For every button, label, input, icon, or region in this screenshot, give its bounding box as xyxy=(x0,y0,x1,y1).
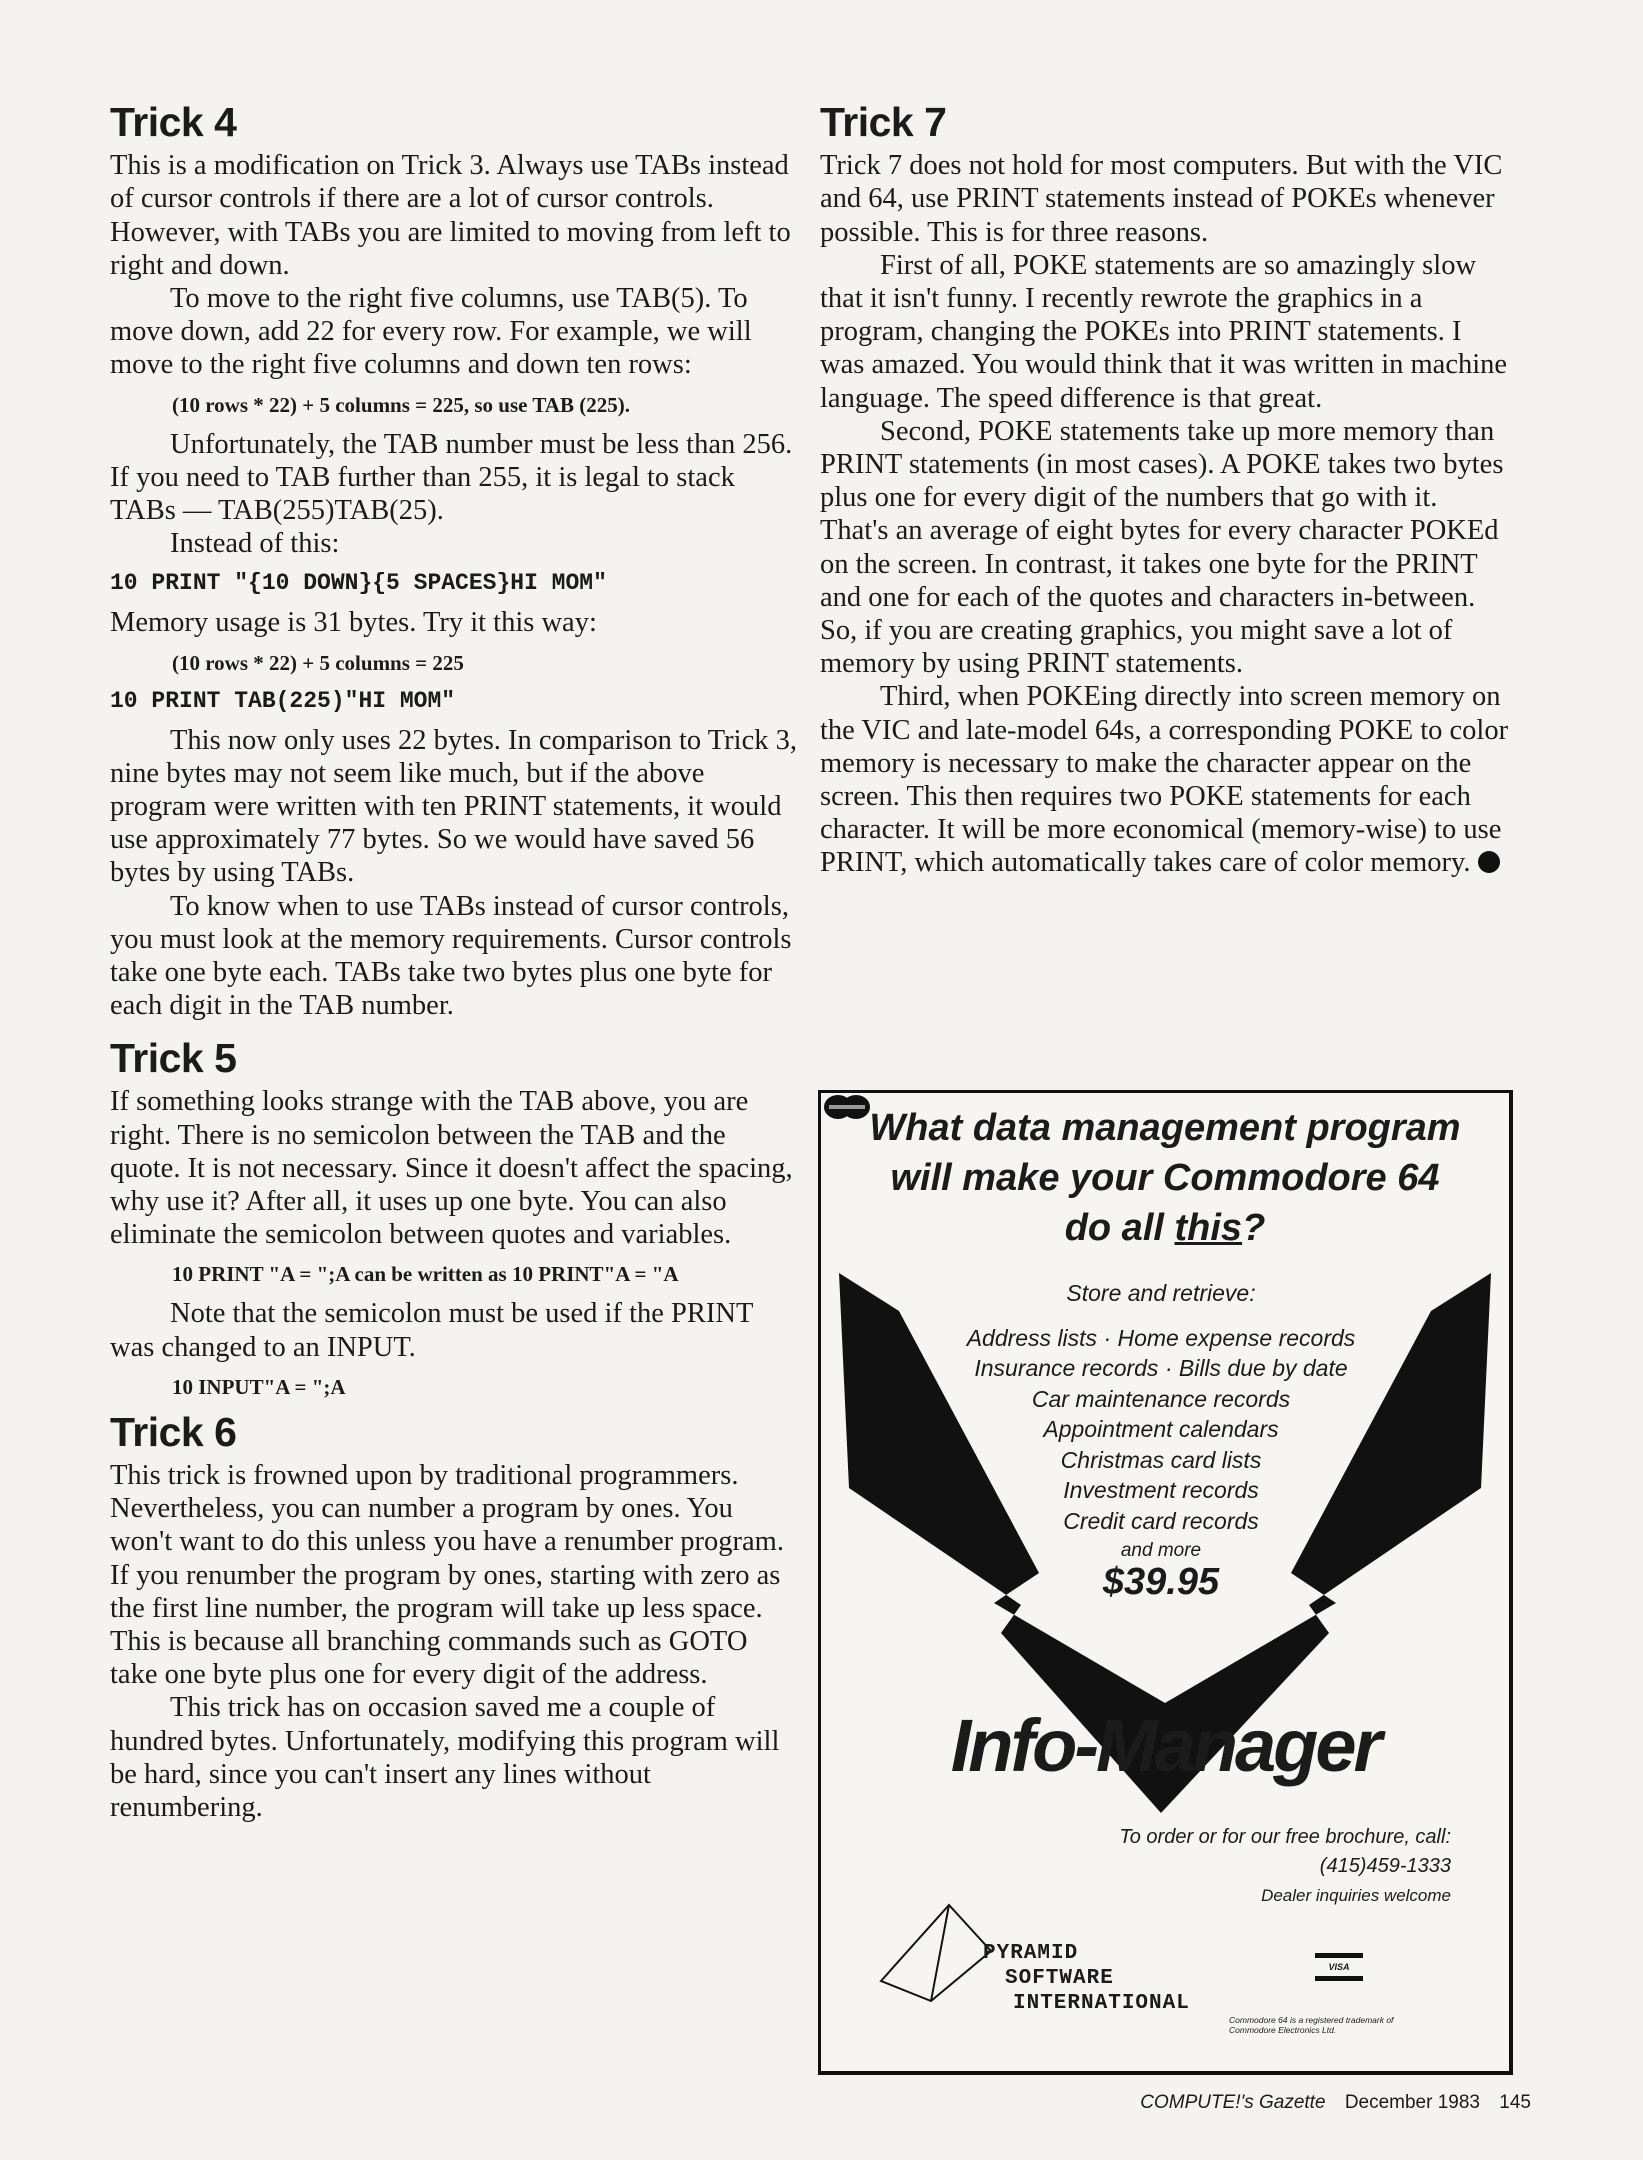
visa-card-icon: VISA xyxy=(1315,1953,1363,1981)
issue-date: December 1983 xyxy=(1344,2092,1481,2113)
and-more-label: and more xyxy=(1120,1540,1202,1561)
ad-headline-3a: do all xyxy=(1064,1207,1175,1249)
trick4-formula-1: (10 rows * 22) + 5 columns = 225, so use TAB (225). xyxy=(172,392,630,417)
feature-item: Address lists · Home expense records xyxy=(966,1324,1356,1351)
ad-headline-line-3 xyxy=(821,1203,1509,1253)
company-name-3: INTERNATIONAL xyxy=(1013,1992,1190,2015)
trick4-paragraph-3: Unfortunately, the TAB number must be less than 256. If you need to TAB further than 255, it is legal to stack TABs — TAB(255)TAB(25). xyxy=(110,428,793,526)
mastercard-icon xyxy=(821,1093,873,1121)
ad-headline-3b: this xyxy=(1174,1207,1243,1249)
trick5-paragraph-2: Note that the semicolon must be used if the PRINT was changed to an INPUT. xyxy=(110,1298,753,1363)
trick7-paragraph-3: Second, POKE statements take up more memory than PRINT statements (in most cases). A POKE takes two bytes plus one for every digit of the numbers that go with it. That's an average of eight bytes for every character POKEd on the screen. In contrast, it takes one byte for the PRINT and one for each of the quotes and characters in-between. So, if you are creating graphics, you might save a lot of memory by using PRINT statements. xyxy=(820,415,1504,680)
end-mark-icon xyxy=(1478,851,1500,873)
right-column xyxy=(820,100,1510,880)
left-column xyxy=(110,100,800,1824)
trick4-paragraph-5: Memory usage is 31 bytes. Try it this way: xyxy=(110,607,597,639)
trick4-heading: Trick 4 xyxy=(110,99,237,145)
trick7-paragraph-2: First of all, POKE statements are so amazingly slow that it isn't funny. I recently rewrote the graphics in a program, changing the POKEs into PRINT statements. I was amazed. You would think that it was written in machine language. The speed difference is that great. xyxy=(820,249,1508,414)
feature-item: Investment records xyxy=(1063,1477,1259,1503)
trick4-code-2: 10 PRINT TAB(225)"HI MOM" xyxy=(110,687,456,714)
trick5-heading: Trick 5 xyxy=(110,1035,237,1082)
feature-item: Christmas card lists xyxy=(1060,1446,1262,1473)
page-number: 145 xyxy=(1499,2092,1531,2113)
feature-item: Car maintenance records xyxy=(1031,1385,1291,1412)
company-logo xyxy=(983,1941,1190,2016)
phone-number: (415)459-1333 xyxy=(1319,1855,1451,1877)
trick7-paragraph-4-text: Third, when POKEing directly into screen memory on the VIC and late-model 64s, a corresponding POKE to color memory is necessary to make the character appear on the screen. This then requires two POKE statements for each character. It will be more economical (memory-wise) to use PRINT, which automatically takes care of color memory. xyxy=(820,681,1509,879)
trademark-line-1: Commodore 64 is a registered trademark of xyxy=(1229,2015,1394,2025)
ad-headline-line-1: What data management program xyxy=(869,1107,1461,1149)
trick4-paragraph-6: This now only uses 22 bytes. In comparison to Trick 3, nine bytes may not seem like much, but if the above program were written with ten PRINT statements, it would use approximately 77 bytes. So we would have saved 56 bytes by using TABs. xyxy=(110,724,797,889)
price: $39.95 xyxy=(1102,1561,1220,1603)
feature-item: Insurance records · Bills due by date xyxy=(974,1355,1348,1381)
trick4-paragraph-4: Instead of this: xyxy=(170,528,340,560)
feature-item: Credit card records xyxy=(1063,1507,1259,1534)
trick5-code-2: 10 INPUT"A = ";A xyxy=(172,1374,346,1399)
trick4-paragraph-7: To know when to use TABs instead of cursor controls, you must look at the memory requirements. Cursor controls take one byte each. TABs take two bytes plus one byte for each digit in the TAB number. xyxy=(110,890,792,1022)
trademark-note xyxy=(1229,2015,1429,2035)
trick7-paragraph-4 xyxy=(820,680,1510,879)
trick5-paragraph-1: If something looks strange with the TAB above, you are right. There is no semicolon between the TAB and the quote. It is not necessary. Since it doesn't affect the spacing, why use it? After all, it uses up one byte. You can also eliminate the semicolon between quotes and variables. xyxy=(110,1086,793,1251)
trick4-code-1: 10 PRINT "{10 DOWN}{5 SPACES}HI MOM" xyxy=(110,570,607,597)
company-name-2: SOFTWARE xyxy=(1005,1967,1114,1990)
trick7-heading: Trick 7 xyxy=(820,99,947,145)
pyramid-icon xyxy=(881,1905,991,2001)
trick7-paragraph-1: Trick 7 does not hold for most computers. But with the VIC and 64, use PRINT statements instead of POKEs whenever possible. This is for three reasons. xyxy=(820,150,1503,248)
trademark-line-2: Commodore Electronics Ltd. xyxy=(1229,2025,1337,2035)
trick4-formula-2: (10 rows * 22) + 5 columns = 225 xyxy=(172,650,464,675)
ad-headline-line-2: will make your Commodore 64 xyxy=(890,1157,1440,1199)
feature-list xyxy=(911,1278,1411,1567)
feature-item: Appointment calendars xyxy=(1043,1416,1279,1442)
order-text: To order or for our free brochure, call: xyxy=(1119,1826,1451,1848)
store-label: Store and retrieve: xyxy=(1066,1280,1256,1306)
trick5-code-1: 10 PRINT "A = ";A can be written as 10 PRINT"A = "A xyxy=(172,1262,679,1287)
dealer-text: Dealer inquiries welcome xyxy=(1261,1886,1451,1905)
company-name-1: PYRAMID xyxy=(983,1942,1079,1965)
trick6-paragraph-1: This trick is frowned upon by traditional programmers. Nevertheless, you can number a program by ones. You won't want to do this unless you have a renumber program. If you renumber the program by ones, starting with zero as the first line number, the program will take up less space. This is because all branching commands such as GOTO take one byte plus one for every digit of the address. xyxy=(110,1459,784,1691)
order-info xyxy=(951,1823,1451,1910)
trick4-paragraph-2: To move to the right five columns, use TAB(5). To move down, add 22 for every row. For example, we will move to the right five columns and down ten rows: xyxy=(110,282,752,381)
ad-headline xyxy=(821,1103,1509,1253)
trick6-paragraph-2: This trick has on occasion saved me a couple of hundred bytes. Unfortunately, modifying this program will be hard, since you can't insert any lines without renumbering. xyxy=(110,1692,780,1823)
product-logo: Info-Manager xyxy=(950,1704,1380,1787)
publication-name: COMPUTE!'s Gazette xyxy=(1140,2092,1326,2113)
trick4-paragraph-1: This is a modification on Trick 3. Always use TABs instead of cursor controls if there are a lot of cursor controls. However, with TABs you are limited to moving from left to right and down. xyxy=(110,150,791,281)
trick6-heading: Trick 6 xyxy=(110,1408,237,1455)
ad-headline-3c: ? xyxy=(1242,1207,1266,1249)
info-manager-advertisement xyxy=(818,1090,1513,2075)
page-footer xyxy=(1140,2092,1531,2114)
